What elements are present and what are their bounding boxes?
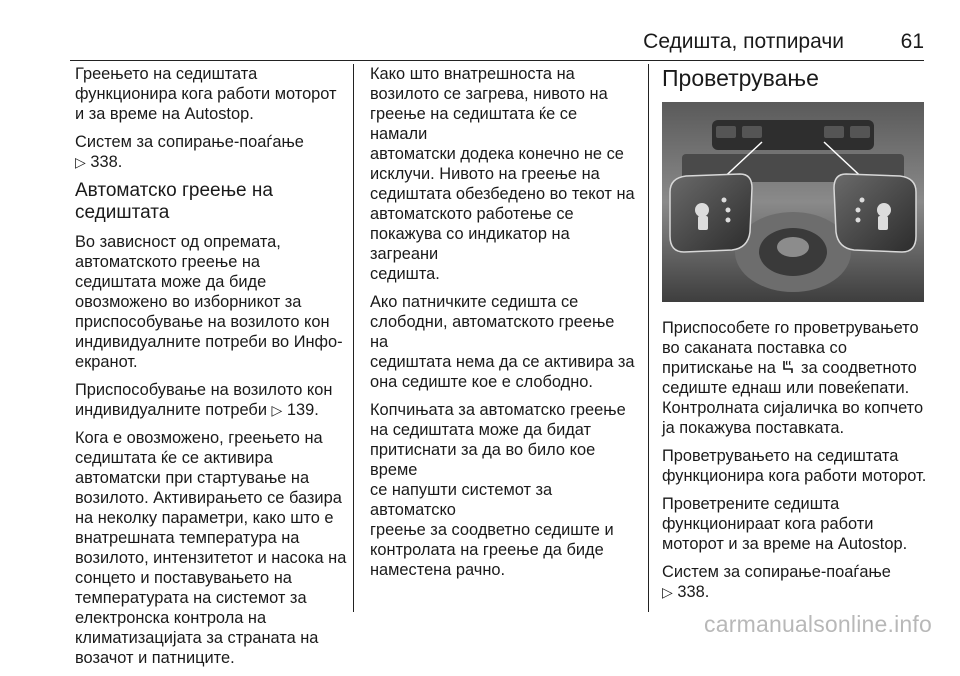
column-divider-1 <box>353 64 354 612</box>
header-title: Седишта, потпирачи <box>643 30 844 53</box>
page-reference[interactable]: 338. <box>677 583 710 601</box>
paragraph-heating-decrease: Како што внатрешноста на возилото се загрева, нивото на греење на седиштата ќе се намали автоматски додека конечно не се исклучи. Нивото на греење на седиштата обезбедено во текот на автоматското работење се покажува со индикатор на загреани седишта. <box>370 65 635 283</box>
column-1 <box>75 64 350 676</box>
paragraph-manual-override: Копчињата за автоматско греење на седиштата може да бидат притиснати за да во било кое време се напушти системот за автоматско греење за соодветно седиште и контролата на греење да биде наместена рачно. <box>370 401 626 579</box>
page-reference[interactable]: 139. <box>286 401 319 419</box>
paragraph-auto-heating-menu: Во зависност од опремата, автоматското греење на седиштата може да биде овозможено во изборникот за приспособување на возилото кон индивидуалните потреби во Инфо- екранот. <box>75 233 343 371</box>
column-2 <box>370 64 635 588</box>
section-heading-auto-heating: Автоматско греење на седиштата <box>75 180 273 223</box>
section-title-ventilation: Проветрување <box>662 65 819 91</box>
page-number: 61 <box>900 30 924 53</box>
arrow-right-icon: ▷ <box>662 584 673 600</box>
arrow-right-icon: ▷ <box>75 154 86 170</box>
column-3 <box>662 64 930 610</box>
paragraph-ventilated-seats: Проветрените седишта функционираат кога работи моторот и за време на Autostop. <box>662 495 908 553</box>
paragraph-personalization-ref: Приспособување на возилото кон индивидуалните потреби ▷ 139. <box>75 381 333 419</box>
paragraph-stop-start-ref: Систем за сопирање-поаѓање ▷ 338. <box>75 133 304 171</box>
page-header <box>70 22 924 56</box>
paragraph-adjust-ventilation: Приспособете го проветрувањето во саканата поставка со притискање на за соодветното седиште еднаш или повеќепати. Контролната сијаличка во копчето ја покажува поставката. <box>662 319 924 437</box>
header-rule <box>70 60 924 61</box>
seat-ventilation-controls-photo <box>662 102 924 302</box>
paragraph-ventilation-engine: Проветрувањето на седиштата функционира кога работи моторот. <box>662 447 927 485</box>
paragraph-stop-start-ref-2: Систем за сопирање-поаѓање ▷ 338. <box>662 563 891 601</box>
arrow-right-icon: ▷ <box>271 402 283 418</box>
column-divider-2 <box>648 64 649 612</box>
paragraph-auto-activation: Кога е овозможено, греењето на седиштата ќе се активира автоматски при стартување на возилото. Активирањето се базира на неколку параметри, како што е внатрешната температура на возилото, интензитетот и насока на сонцето и поставувањето на температурата на системот за електронска контрола на климатизацијата за страната на возачот и патниците. <box>75 429 347 667</box>
paragraph-passenger-seats: Ако патничките седишта се слободни, автоматското греење на седиштата нема да се активира за она седиште кое е слободно. <box>370 293 635 391</box>
paragraph-heating-engine: Греењето на седиштата функционира кога работи моторот и за време на Autostop. <box>75 65 337 123</box>
watermark: carmanualsonline.info <box>704 611 932 637</box>
seat-ventilation-icon <box>780 359 796 375</box>
page-reference[interactable]: 338. <box>90 153 123 171</box>
